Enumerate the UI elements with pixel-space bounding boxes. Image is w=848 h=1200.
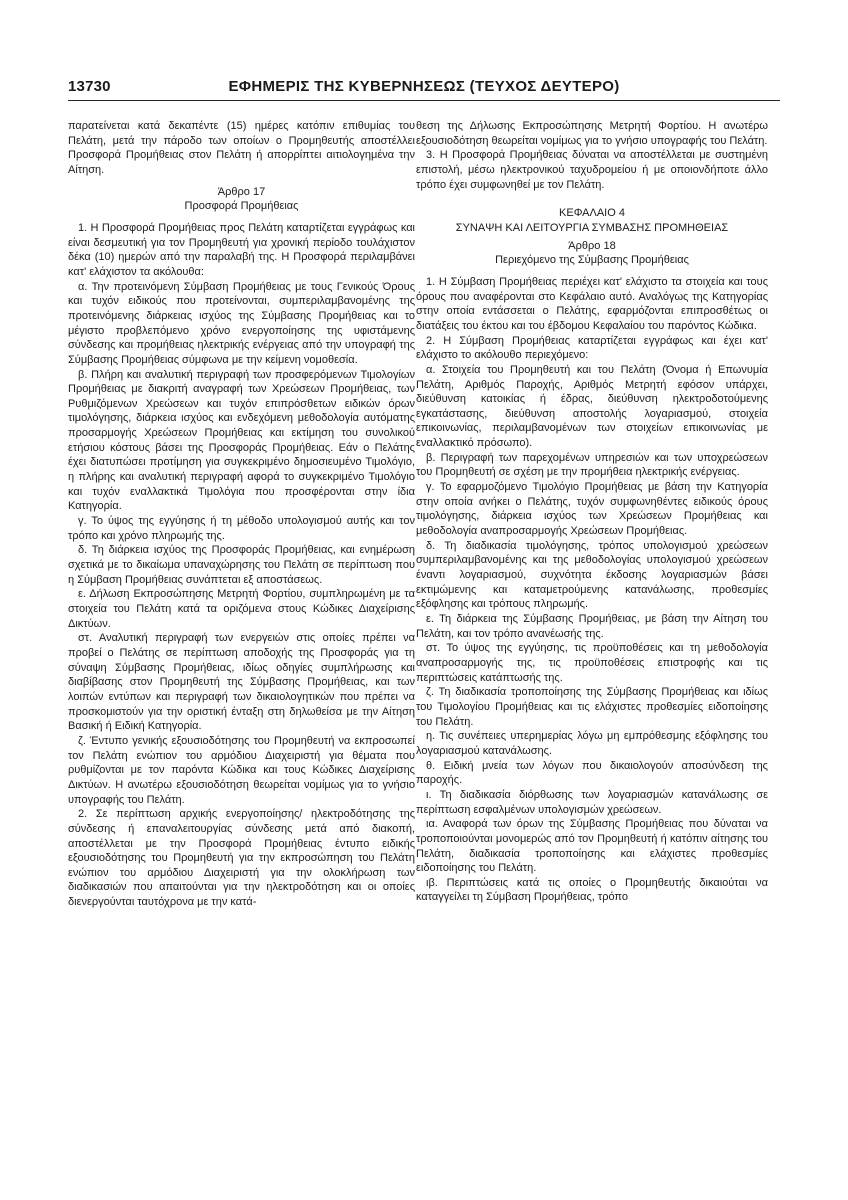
paragraph: 2. Σε περίπτωση αρχικής ενεργοποίησης/ ηλεκτροδότησης της σύνδεσης ή επαναλειτουργίας σύνδεσης μετά από διακοπή, αποστέλλεται με την Προσφορά Προμήθειας έντυπο ειδικής εξουσιοδότησης του Προμηθευτή για την εκπροσώπηση του Πελάτη ενώπιον του αρμόδιου Διαχειριστή για την ολοκλήρωση των διαδικασιών που απαιτούνται για την ηλεκτροδότηση και οι οποίες διενεργούνται ταυτόχρονα με την κατά- [68, 808, 415, 909]
paragraph: δ. Τη διάρκεια ισχύος της Προσφοράς Προμήθειας, και ενημέρωση σχετικά με το δικαίωμα υπαναχώρησης του Πελάτη σε περίπτωση που η Σύμβαση Προμήθειας συνάπτεται εξ αποστάσεως. [68, 544, 415, 586]
paragraph: η. Τις συνέπειες υπερημερίας λόγω μη εμπρόθεσμης εξόφλησης του λογαριασμού κατανάλωσης. [416, 730, 768, 757]
paragraph: ι. Τη διαδικασία διόρθωσης των λογαριασμών κατανάλωσης σε περίπτωση εσφαλμένων υπολογισμών χρεώσεων. [416, 788, 768, 816]
paragraph: παρατείνεται κατά δεκαπέντε (15) ημέρες κατόπιν επιθυμίας του Πελάτη, μετά την πάροδο των οποίων ο Προμηθευτής αποστέλλει Προσφορά Προμήθειας στον Πελάτη ή απορρίπτει αιτιολογημένα την Αίτηση. [68, 120, 415, 176]
chapter-number: ΚΕΦΑΛΑΙΟ 4 [559, 207, 625, 220]
paragraph: 1. Η Προσφορά Προμήθειας προς Πελάτη καταρτίζεται εγγράφως και είναι δεσμευτική για τον Προμηθευτή για χρονική περίοδο τουλάχιστον δέκα (10) ημερών από την παραλαβή της. Η Προσφορά περιλαμβάνει κατ' ελάχιστον τα ακόλουθα: [68, 221, 415, 278]
chapter-title: ΣΥΝΑΨΗ ΚΑΙ ΛΕΙΤΟΥΡΓΙΑ ΣΥΜΒΑΣΗΣ ΠΡΟΜΗΘΕΙΑΣ [455, 221, 729, 234]
paragraph: στ. Αναλυτική περιγραφή των ενεργειών στις οποίες πρέπει να προβεί ο Πελάτης σε περίπτωση αποδοχής της Προσφοράς για τη σύναψη Σύμβασης Προμήθειας, ιδίως οδηγίες συμπλήρωσης και διαβίβασης στον Προμηθευτή της Σύμβασης Προμήθειας, και των λοιπών εντύπων και περιγραφή των δικαιολογητικών που πρέπει να προσκομιστούν για την οριστική ένταξη στη δηλωθείσα με την Αίτηση Βασική ή Ειδική Κατηγορία. [68, 632, 415, 733]
paragraph: ζ. Έντυπο γενικής εξουσιοδότησης του Προμηθευτή να εκπροσωπεί τον Πελάτη ενώπιον του αρμόδιου Διαχειριστή για θέματα που ρυθμίζονται με τον παρόντα Κώδικα και τους Κώδικες Διαχείρισης Δικτύων. Η ανωτέρω εξουσιοδότηση θεωρείται νομίμως για το γνήσιο υπογραφής του Πελάτη. [68, 734, 415, 806]
page-header [68, 78, 780, 100]
left-column [68, 119, 415, 910]
paragraph: θεση της Δήλωσης Εκπροσώπησης Μετρητή Φορτίου. Η ανωτέρω εξουσιοδότηση θεωρείται νομίμως για το γνήσιο υπογραφής του Πελάτη. [416, 120, 768, 147]
paragraph: β. Πλήρη και αναλυτική περιγραφή των προσφερόμενων Τιμολογίων Προμήθειας με διακριτή αναγραφή των Χρεώσεων Προμήθειας, των Ρυθμιζόμενων Χρεώσεων και τυχόν επιπρόσθετων ειδικών όρων τιμολόγησης, διάρκεια ισχύος και ενδεχόμενη μεθοδολογία αυτόματης προσαρμογής Χρεώσεων Προμήθειας και εκτίμηση του συνολικού ετήσιου κόστους βάσει της Προσφοράς Προμήθειας. Εάν ο Πελάτης έχει διατυπώσει προτίμηση για συγκεκριμένο δημοσιευμένο Τιμολόγιο, η πλήρης και αναλυτική περιγραφή αφορά το συγκεκριμένο Τιμολόγιο και τυχόν εναλλακτικά Τιμολόγια που προσφέρονται στην ίδια Κατηγορία. [68, 368, 415, 513]
paragraph: α. Την προτεινόμενη Σύμβαση Προμήθειας με τους Γενικούς Όρους και τυχόν ειδικούς που προτείνονται, συμπεριλαμβανομένης της προτεινόμενης διάρκειας ισχύος της Σύμβασης Προμήθειας και το μέγιστο προβλεπόμενο χρόνο ενεργοποίησης της υφιστάμενης σύνδεσης και προμήθειας ηλεκτρικής ενέργειας από την υπογραφή της Σύμβασης Προμήθειας σύμφωνα με την κείμενη νομοθεσία. [68, 280, 415, 366]
header-divider [68, 100, 780, 101]
paragraph: 3. Η Προσφορά Προμήθειας δύναται να αποστέλλεται με συστημένη επιστολή, μέσω ηλεκτρονικού ταχυδρομείου ή με οποιονδήποτε άλλο τρόπο έχει συμφωνηθεί με τον Πελάτη. [416, 149, 768, 191]
paragraph: γ. Το εφαρμοζόμενο Τιμολόγιο Προμήθειας με βάση την Κατηγορία στην οποία ανήκει ο Πελάτης, τυχόν συμφωνηθέντες ειδικούς όρους τιμολόγησης, διάρκεια ισχύος των Χρεώσεων Προμήθειας και μεθοδολογία αναπροσαρμογής Χρεώσεων Προμήθειας. [416, 481, 768, 538]
paragraph: 1. Η Σύμβαση Προμήθειας περιέχει κατ' ελάχιστο τα στοιχεία και τους όρους που αναφέρονται στο Κεφάλαιο αυτό. Αναλόγως της Κατηγορίας στην οποία εντάσσεται ο Πελάτης, εφαρμόζονται επιπροσθέτως οι διατάξεις του έκτου και του έβδομου Κεφαλαίου του παρόντος Κώδικα. [416, 275, 768, 332]
paragraph: 2. Η Σύμβαση Προμήθειας καταρτίζεται εγγράφως και έχει κατ' ελάχιστο το ακόλουθο περιεχόμενο: [416, 334, 768, 362]
page-number: 13730 [68, 78, 111, 95]
article-number: Άρθρο 18 [568, 239, 616, 252]
paragraph: στ. Το ύψος της εγγύησης, τις προϋποθέσεις και τη μεθοδολογία αναπροσαρμογής της, τις προϋποθέσεις επιστροφής και τις περιπτώσεις κατάπτωσής της. [416, 642, 768, 684]
article-title: Περιεχόμενο της Σύμβασης Προμήθειας [495, 254, 689, 267]
paragraph: γ. Το ύψος της εγγύησης ή τη μέθοδο υπολογισμού αυτής και τον τρόπο και χρόνο πληρωμής της. [68, 515, 415, 542]
paragraph: θ. Ειδική μνεία των λόγων που δικαιολογούν αποσύνδεση της παροχής. [416, 759, 768, 787]
article-number: Άρθρο 17 [217, 185, 266, 198]
right-column [416, 119, 768, 905]
paragraph: β. Περιγραφή των παρεχομένων υπηρεσιών και των υποχρεώσεων του Προμηθευτή σε σχέση με την προμήθεια ηλεκτρικής ενέργειας. [416, 451, 768, 479]
article-title: Προσφορά Προμήθειας [184, 200, 299, 213]
paragraph: α. Στοιχεία του Προμηθευτή και του Πελάτη (Όνομα ή Επωνυμία Πελάτη, Αριθμός Παροχής, Αριθμός Μετρητή εφόσον υπάρχει, διεύθυνση κατοικίας ή έδρας, διεύθυνση ηλεκτροδοτούμενης εγκατάστασης, διεύθυνση αποστολής λογαριασμού, στοιχεία επικοινωνίας, περιλαμβανομένων των στοιχείων επικοινωνίας με εναλλακτικό πρόσωπο). [416, 363, 768, 450]
paragraph: ε. Δήλωση Εκπροσώπησης Μετρητή Φορτίου, συμπληρωμένη με τα στοιχεία του Πελάτη κατά τα οριζόμενα στους Κώδικες Διαχείρισης Δικτύων. [68, 588, 415, 630]
paragraph: ιβ. Περιπτώσεις κατά τις οποίες ο Προμηθευτής δικαιούται να καταγγείλει τη Σύμβαση Προμήθειας, τρόπο [416, 876, 768, 904]
gazette-title: ΕΦΗΜΕΡΙΣ ΤΗΣ ΚΥΒΕΡΝΗΣΕΩΣ (ΤΕΥΧΟΣ ΔΕΥΤΕΡΟ) [228, 78, 620, 95]
paragraph: δ. Τη διαδικασία τιμολόγησης, τρόπος υπολογισμού χρεώσεων συμπεριλαμβανομένης και της μεθοδολογίας υπολογισμού χρεώσεων έναντι λογαριασμού, συχνότητα έκδοσης λογαριασμών βάσει εκτιμώμενης και καταμετρούμενης κατανάλωσης, προθεσμίες εξόφλησης και τρόπους πληρωμής. [416, 539, 768, 611]
paragraph: ε. Τη διάρκεια της Σύμβασης Προμήθειας, με βάση την Αίτηση του Πελάτη, και τον τρόπο ανανέωσής της. [416, 613, 768, 640]
paragraph: ια. Αναφορά των όρων της Σύμβασης Προμήθειας που δύναται να τροποποιούνται μονομερώς από τον Προμηθευτή ή κατόπιν αίτησης του Πελάτη, διαδικασία τροποποίησης και ελάχιστες προθεσμίες ειδοποίησης του Πελάτη. [416, 818, 768, 875]
paragraph: ζ. Τη διαδικασία τροποποίησης της Σύμβασης Προμήθειας και ιδίως του Τιμολογίου Προμήθειας και τις ελάχιστες προθεσμίες ειδοποίησης του Πελάτη. [416, 686, 768, 728]
